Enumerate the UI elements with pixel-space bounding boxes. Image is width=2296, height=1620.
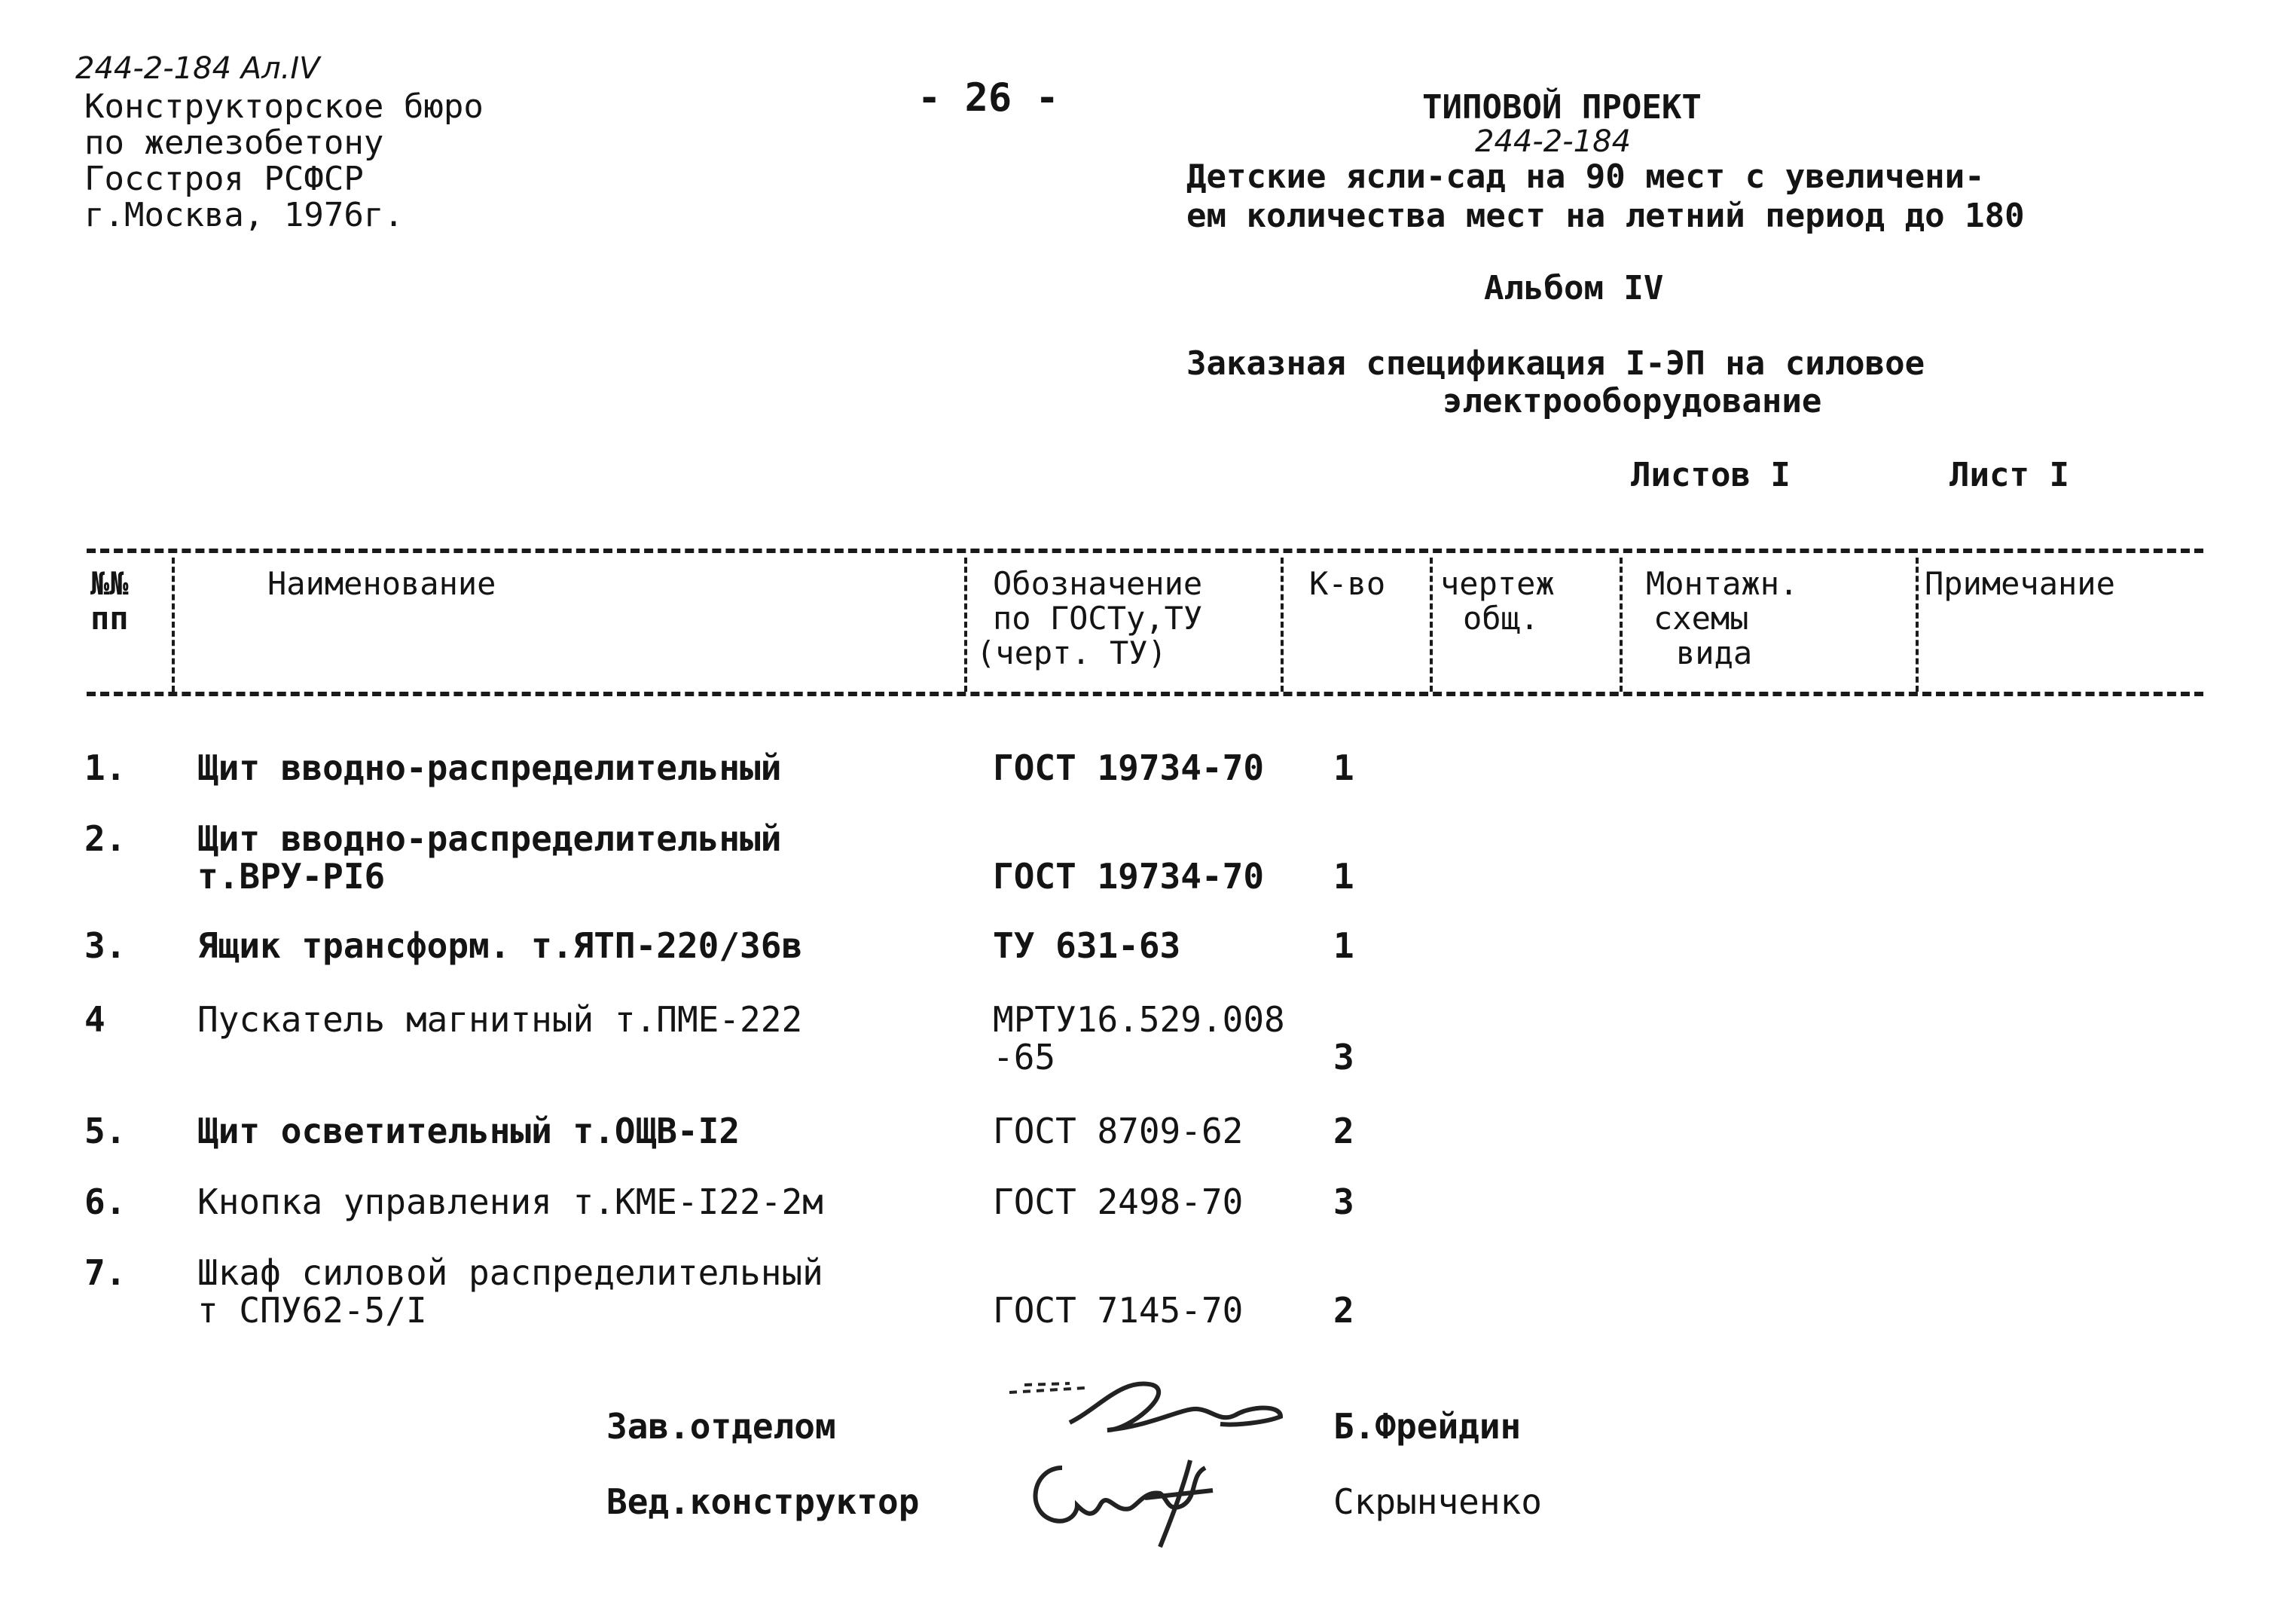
- column-divider-5: [1620, 558, 1623, 692]
- row-3-designation: ТУ 631-63: [993, 925, 1181, 966]
- header-designation-line-2: по ГОСТу,ТУ: [993, 600, 1203, 637]
- row-7-num: 7.: [84, 1252, 127, 1293]
- signature-scribble-head: [994, 1362, 1296, 1445]
- header-drawing-line-2: общ.: [1463, 600, 1540, 637]
- header-designation-line-1: Обозначение: [993, 565, 1203, 602]
- column-divider-4: [1430, 558, 1433, 692]
- specification-title-line-2: электрооборудование: [1443, 382, 1822, 420]
- row-4-num: 4: [84, 999, 105, 1040]
- row-3-num: 3.: [84, 925, 127, 966]
- row-5-designation: ГОСТ 8709-62: [993, 1111, 1244, 1151]
- header-mount-line-2: схемы: [1653, 600, 1749, 637]
- row-3-qty: 1: [1333, 925, 1354, 966]
- header-mount-line-1: Монтажн.: [1646, 565, 1799, 602]
- sheet-number: Лист I: [1949, 456, 2069, 494]
- row-7-name-line-1: Шкаф силовой распределительный: [197, 1252, 823, 1293]
- row-6-designation: ГОСТ 2498-70: [993, 1181, 1244, 1222]
- row-7-designation: ГОСТ 7145-70: [993, 1290, 1244, 1331]
- project-code-handwritten: 244-2-184: [1475, 124, 1632, 159]
- header-mount-line-3: вида: [1676, 634, 1753, 671]
- column-divider-3: [1281, 558, 1284, 692]
- signature-role-head: Зав.отделом: [606, 1406, 836, 1447]
- header-qty: К-во: [1309, 565, 1386, 602]
- row-7-qty: 2: [1333, 1290, 1354, 1331]
- row-6-qty: 3: [1333, 1181, 1354, 1222]
- organization-line-4: г.Москва, 1976г.: [84, 196, 404, 234]
- sheets-total: Листов I: [1631, 456, 1791, 494]
- row-3-name: Ящик трансформ. т.ЯТП-220/36в: [197, 925, 803, 966]
- header-name: Наименование: [267, 565, 496, 602]
- row-2-name-line-2: т.ВРУ-РI6: [197, 856, 386, 897]
- header-num-line-1: №№: [90, 565, 129, 602]
- header-note: Примечание: [1925, 565, 2115, 602]
- row-4-designation-line-1: МРТУ16.529.008: [993, 999, 1285, 1040]
- signature-name-head: Б.Фрейдин: [1333, 1406, 1522, 1447]
- column-divider-2: [964, 558, 967, 692]
- row-1-qty: 1: [1333, 747, 1354, 788]
- row-5-num: 5.: [84, 1111, 127, 1151]
- row-2-qty: 1: [1333, 856, 1354, 897]
- organization-line-2: по железобетону: [84, 124, 384, 162]
- row-6-name: Кнопка управления т.КМЕ-I22-2м: [197, 1181, 823, 1222]
- organization-line-1: Конструкторское бюро: [84, 87, 484, 126]
- column-divider-6: [1916, 558, 1919, 692]
- table-header-bottom-rule: [87, 692, 2203, 696]
- column-divider-1: [172, 558, 175, 692]
- signature-role-lead: Вед.конструктор: [606, 1481, 920, 1522]
- organization-line-3: Госстроя РСФСР: [84, 160, 364, 198]
- signature-name-lead: Скрынченко: [1333, 1481, 1542, 1522]
- project-description-line-2: ем количества мест на летний период до 180: [1186, 197, 2025, 235]
- header-designation-line-3: (черт. ТУ): [976, 634, 1167, 671]
- row-6-num: 6.: [84, 1181, 127, 1222]
- project-description-line-1: Детские ясли-сад на 90 мест с увеличени-: [1186, 157, 1985, 196]
- row-1-num: 1.: [84, 747, 127, 788]
- row-4-qty: 3: [1333, 1037, 1354, 1077]
- album-label: Альбом IV: [1484, 269, 1664, 307]
- signature-scribble-lead: [1017, 1445, 1243, 1551]
- header-drawing-line-1: чертеж: [1440, 565, 1555, 602]
- row-1-name: Щит вводно-распределительный: [197, 747, 782, 788]
- table-top-rule: [87, 549, 2203, 553]
- page-number: - 26 -: [917, 75, 1059, 121]
- row-4-designation-line-2: -65: [993, 1037, 1056, 1077]
- row-7-name-line-2: т СПУ62-5/I: [197, 1290, 427, 1331]
- row-4-name: Пускатель магнитный т.ПМЕ-222: [197, 999, 803, 1040]
- row-2-name-line-1: Щит вводно-распределительный: [197, 818, 782, 859]
- row-5-qty: 2: [1333, 1111, 1354, 1151]
- document-code-handwritten: 244-2-184 Ал.IV: [75, 51, 320, 86]
- row-5-name: Щит осветительный т.ОЩВ-I2: [197, 1111, 740, 1151]
- row-2-designation: ГОСТ 19734-70: [993, 856, 1265, 897]
- project-title: ТИПОВОЙ ПРОЕКТ: [1422, 88, 1702, 127]
- row-1-designation: ГОСТ 19734-70: [993, 747, 1265, 788]
- header-num-line-2: пп: [90, 600, 129, 637]
- row-2-num: 2.: [84, 818, 127, 859]
- specification-title-line-1: Заказная спецификация I-ЭП на силовое: [1186, 344, 1925, 383]
